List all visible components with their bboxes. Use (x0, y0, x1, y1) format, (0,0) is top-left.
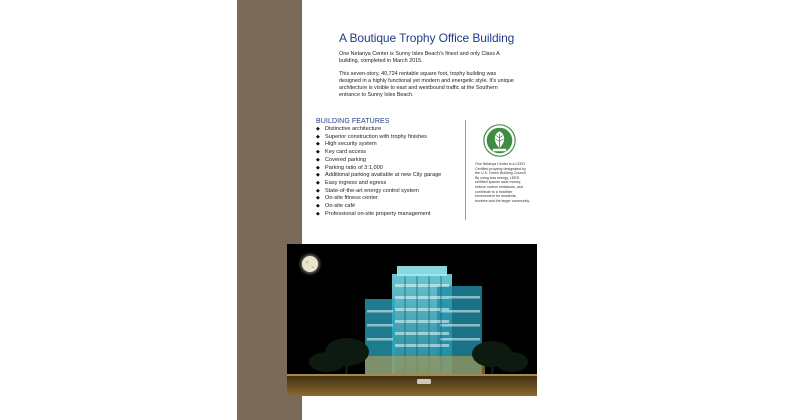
page-title: A Boutique Trophy Office Building (339, 31, 515, 45)
feature-item (316, 195, 441, 203)
feature-item (316, 134, 441, 142)
features-heading: BUILDING FEATURES (316, 118, 390, 125)
feature-item (316, 211, 441, 219)
feature-label: Parking ratio of 3:1,000 (325, 164, 383, 171)
feature-item (316, 172, 441, 180)
feature-label: Key card access (325, 149, 367, 156)
diamond-bullet-icon: ◆ (316, 179, 320, 186)
diamond-bullet-icon: ◆ (316, 133, 320, 140)
building-night-photo (287, 244, 537, 396)
leed-description: One Netanya Center is a LEED Certified property designated by the U.S. Green Building Council. By using less energy, LEED certified spaces save money, reduce carbon emissions, and contribute to a healthier environment for residents, workers and the larger community. (475, 162, 530, 203)
diamond-bullet-icon: ◆ (316, 156, 320, 163)
description-paragraph: This seven-story, 40,724 rentable square foot, trophy building was designed in a highly functional yet modern and energetic style. It's unique architecture is visible to east and westbound traffic at the Southern entrance to Sunny Isles Beach. (339, 71, 514, 98)
feature-label: Covered parking (325, 156, 367, 163)
intro-paragraph: One Netanya Center is Sunny Isles Beach's finest and only Class A building, completed in March 2015. (339, 51, 500, 64)
diamond-bullet-icon: ◆ (316, 195, 320, 202)
leed-certified-logo-icon (483, 124, 516, 157)
feature-label: Professional on-site property management (325, 210, 431, 217)
feature-label: High security system (325, 141, 377, 148)
diamond-bullet-icon: ◆ (316, 164, 320, 171)
diamond-bullet-icon: ◆ (316, 210, 320, 217)
feature-label: Easy ingress and egress (325, 179, 387, 186)
feature-item (316, 141, 441, 149)
features-list (316, 126, 441, 218)
diamond-bullet-icon: ◆ (316, 126, 320, 132)
diamond-bullet-icon: ◆ (316, 187, 320, 194)
feature-item (316, 149, 441, 157)
diamond-bullet-icon: ◆ (316, 149, 320, 156)
diamond-bullet-icon: ◆ (316, 141, 320, 148)
feature-label: Additional parking available at new City garage (325, 172, 442, 179)
feature-item (316, 180, 441, 188)
feature-label: Distinctive architecture (325, 126, 382, 132)
diamond-bullet-icon: ◆ (316, 203, 320, 210)
feature-item (316, 157, 441, 165)
feature-label: Superior construction with trophy finishes (325, 133, 427, 140)
feature-item (316, 165, 441, 173)
feature-label: State-of-the-art energy control system (325, 187, 419, 194)
feature-label: On-site fitness center (325, 195, 378, 202)
vertical-divider (465, 120, 466, 220)
feature-item (316, 188, 441, 196)
feature-item (316, 126, 441, 134)
feature-label: On-site café (325, 203, 356, 210)
diamond-bullet-icon: ◆ (316, 172, 320, 179)
building-illustration (287, 244, 537, 396)
feature-item (316, 203, 441, 211)
